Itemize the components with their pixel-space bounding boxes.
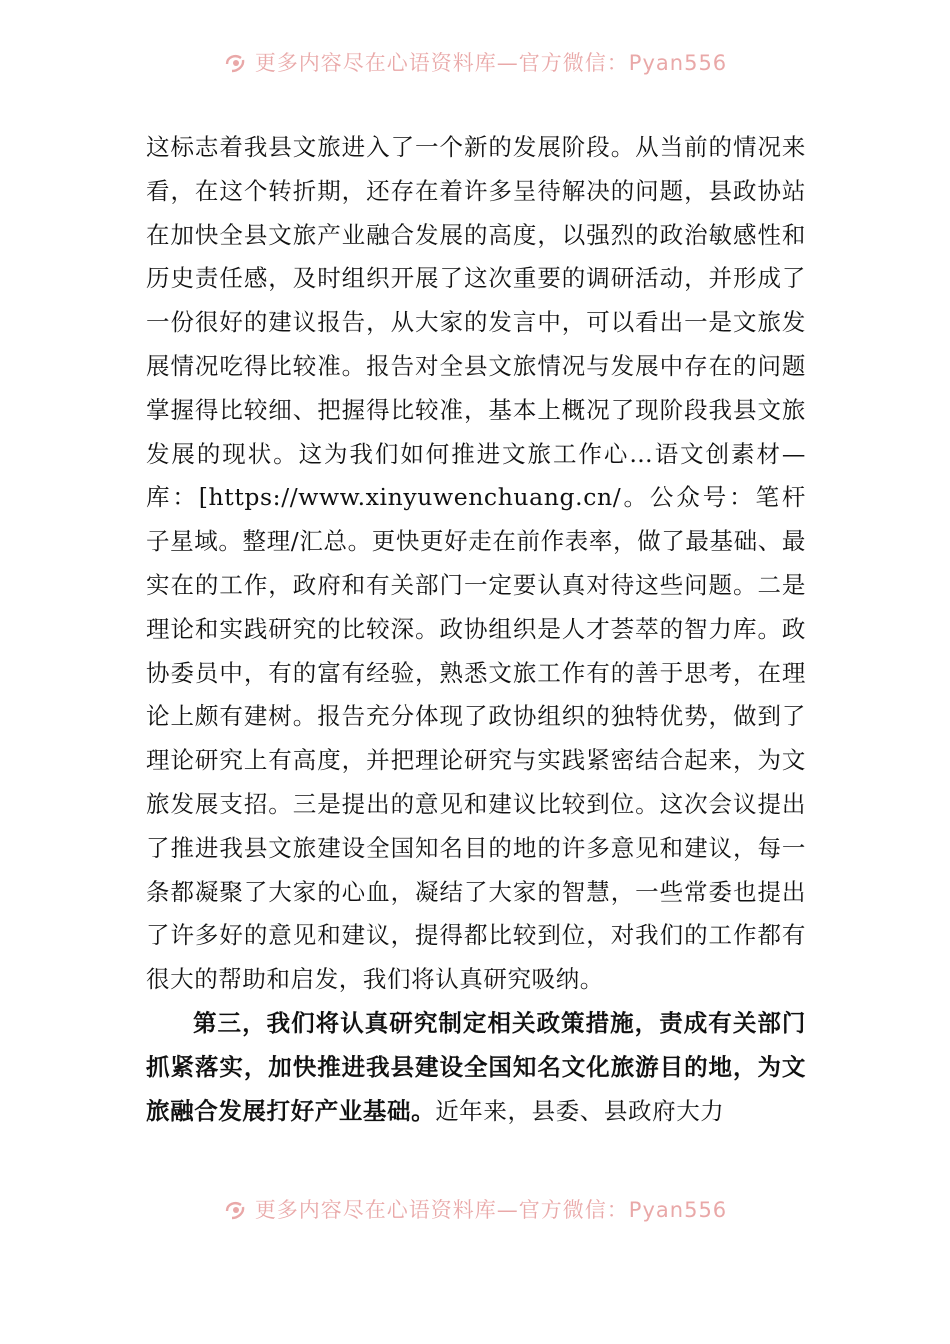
footer-watermark-text: 更多内容尽在心语资料库—官方微信：Pyan556: [254, 1198, 728, 1222]
footer-watermark: [0, 1197, 950, 1237]
paragraph-1: [146, 126, 806, 1002]
paragraph-2-text: 近年来，县委、县政府大力: [435, 1096, 725, 1125]
paragraph-2: [146, 1002, 806, 1133]
logo-icon: [223, 1197, 249, 1222]
document-body: [146, 126, 806, 1133]
header-watermark-text: 更多内容尽在心语资料库—官方微信：Pyan556: [254, 51, 728, 75]
logo-icon: [223, 50, 249, 75]
paragraph-2-bold-lead: 第三，我们将认真研究制定相关政策措施，责成有关部门抓紧落实，加快推进我县建设全国知名文化旅游目的地，为文旅融合发展打好产业基础。: [146, 1008, 806, 1125]
paragraph-1-text: 这标志着我县文旅进入了一个新的发展阶段。从当前的情况来看，在这个转折期，还存在着许多呈待解决的问题，县政协站在加快全县文旅产业融合发展的高度，以强烈的政治敏感性和历史责任感，及时组织开展了这次重要的调研活动，并形成了一份很好的建议报告，从大家的发言中，可以看出一是文旅发展情况吃得比较准。报告对全县文旅情况与发展中存在的问题掌握得比较细、把握得比较准，基本上概况了现阶段我县文旅发展的现状。这为我们如何推进文旅工作心…语文创素材—库：[https://www.xinyuwenchuang.cn/。公众号：笔杆子星域。整理/汇总。更快更好走在前作表率，做了最基础、最实在的工作，政府和有关部门一定要认真对待这些问题。二是理论和实践研究的比较深。政协组织是人才荟萃的智力库。政协委员中，有的富有经验，熟悉文旅工作有的善于思考，在理论上颇有建树。报告充分体现了政协组织的独特优势，做到了理论研究上有高度，并把理论研究与实践紧密结合起来，为文旅发展支招。三是提出的意见和建议比较到位。这次会议提出了推进我县文旅建设全国知名目的地的许多意见和建议，每一条都凝聚了大家的心血，凝结了大家的智慧，一些常委也提出了许多好的意见和建议，提得都比较到位，对我们的工作都有很大的帮助和启发，我们将认真研究吸纳。: [146, 133, 806, 994]
header-watermark: [0, 50, 950, 90]
